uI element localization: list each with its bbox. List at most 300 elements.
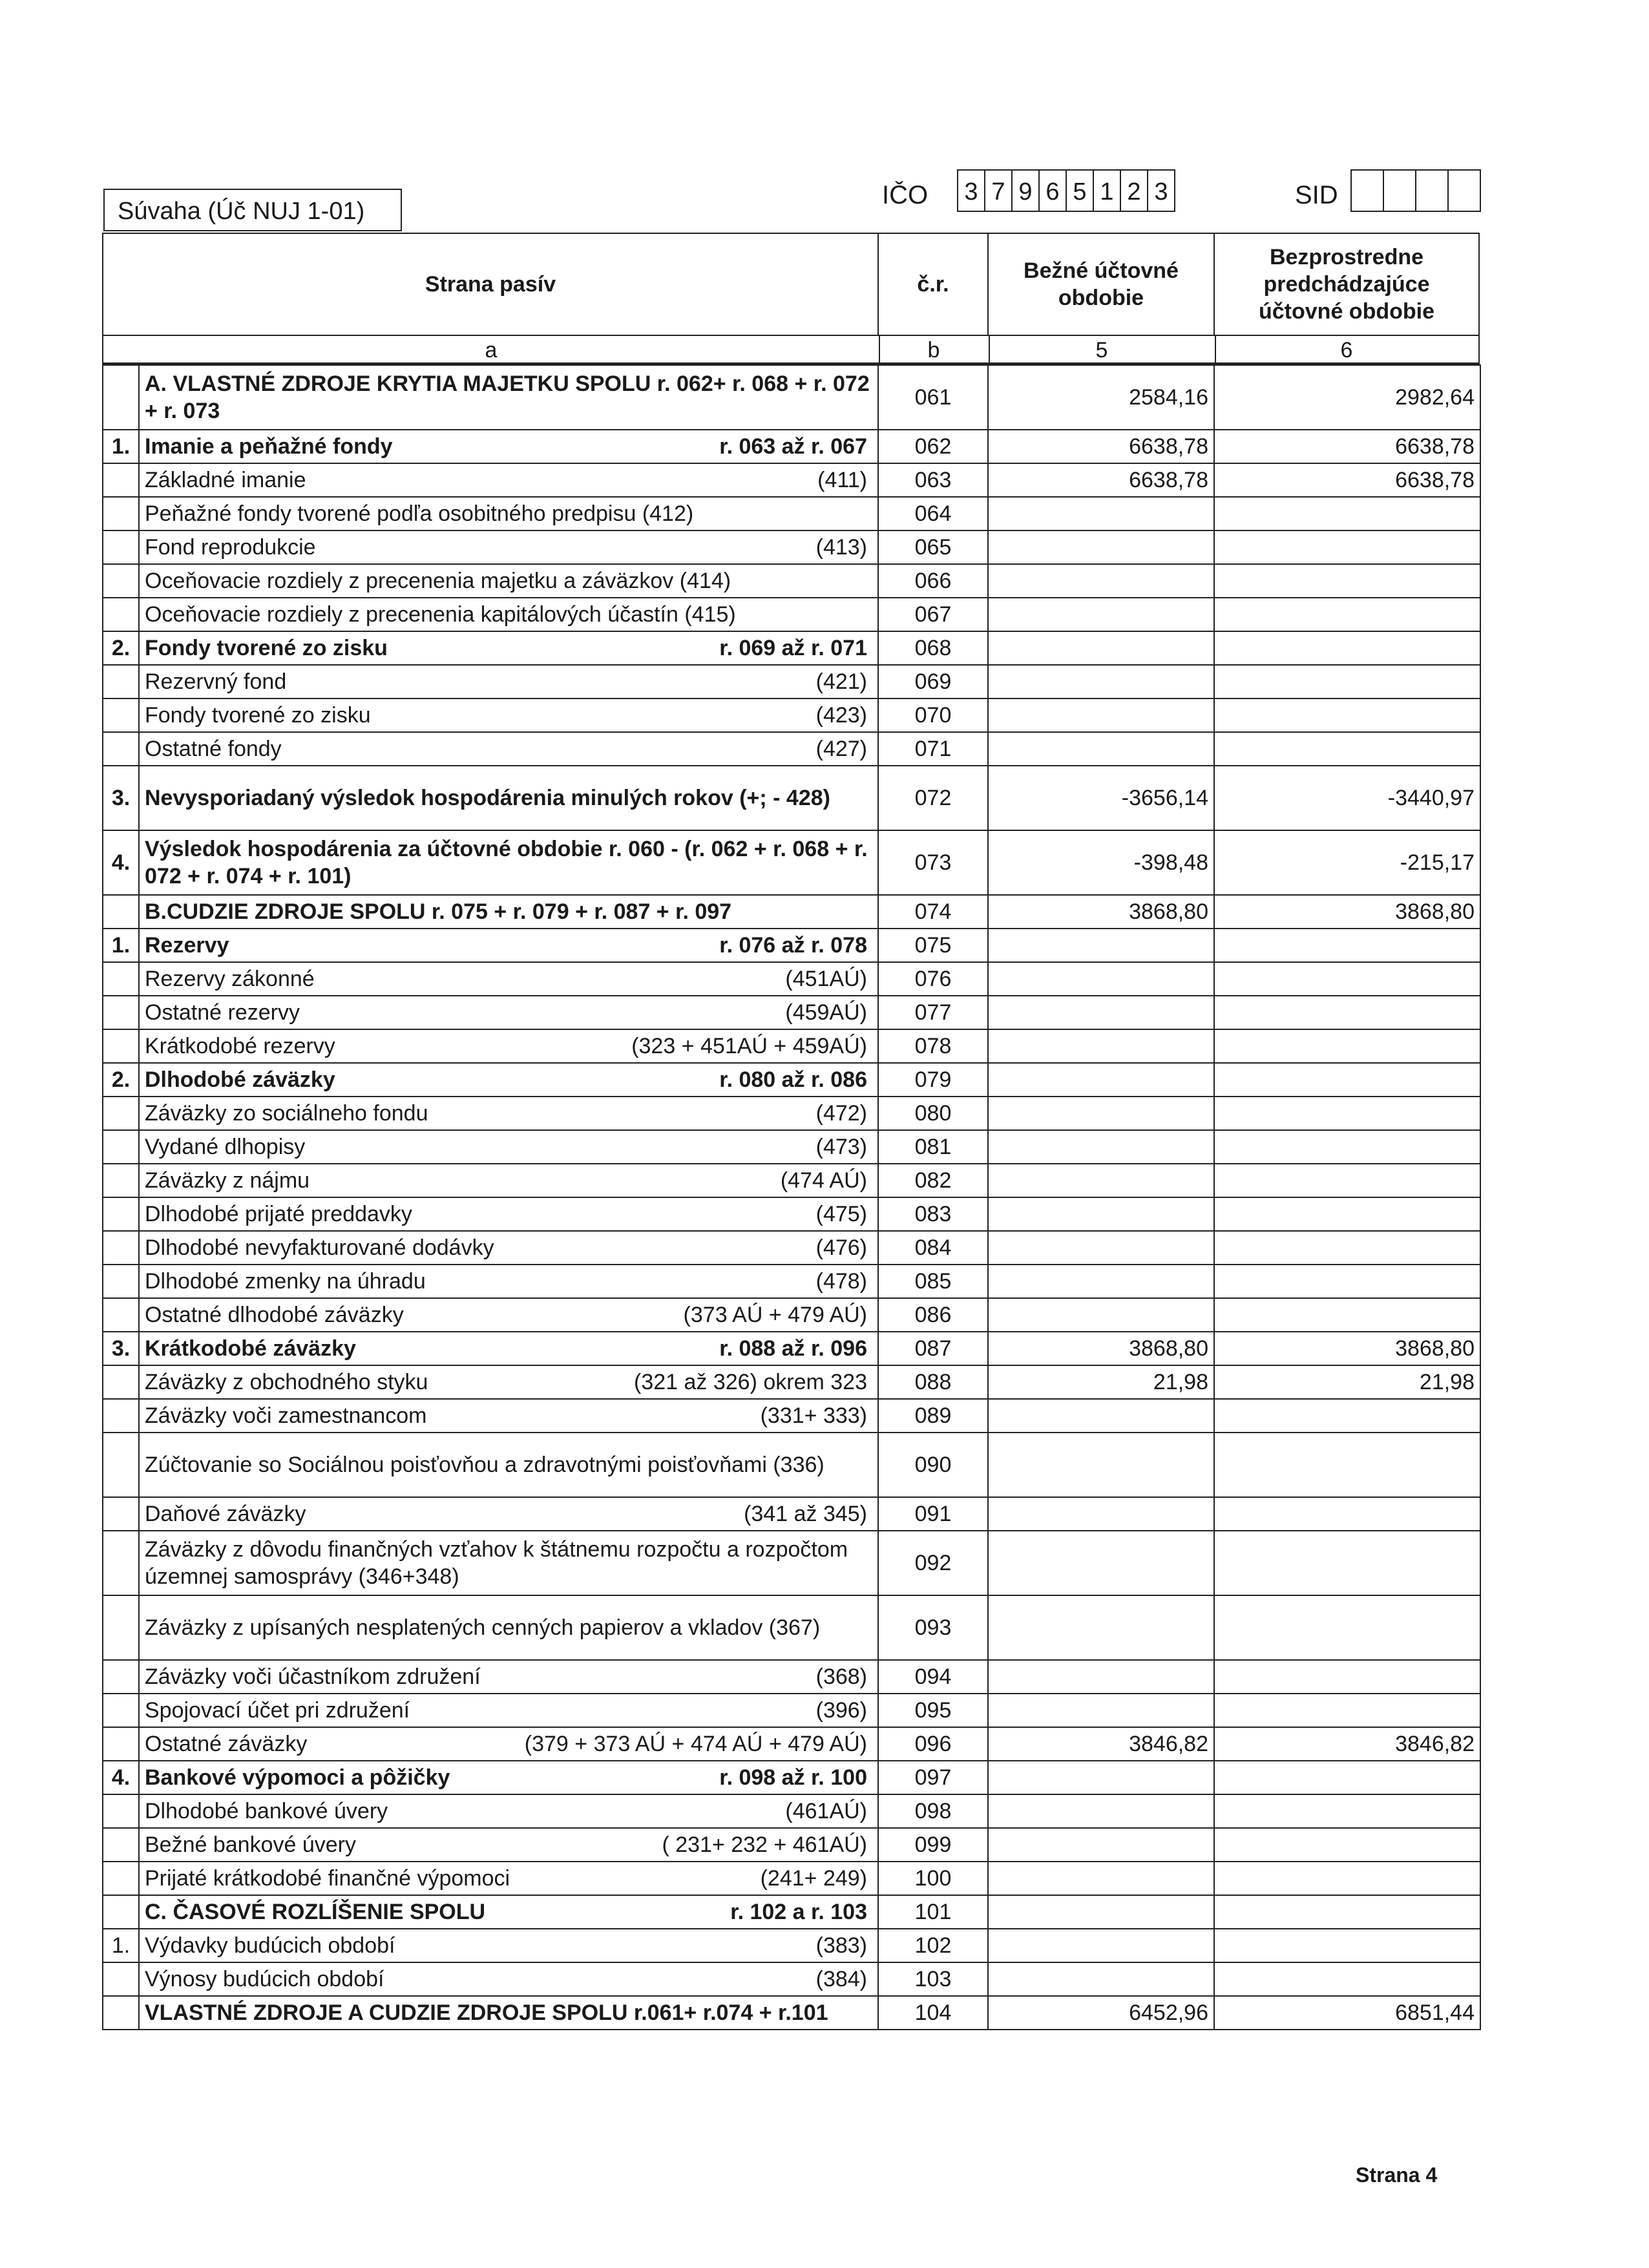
col-letter-5: 5 — [989, 336, 1216, 364]
previous-period-value — [1214, 732, 1480, 766]
page-number: Strana 4 — [1356, 2163, 1438, 2187]
row-index — [103, 1531, 139, 1595]
sid-boxes — [1352, 169, 1481, 212]
row-label: C. ČASOVÉ ROZLÍŠENIE SPOLU — [145, 1900, 486, 1924]
row-label: Bankové výpomoci a pôžičky — [145, 1765, 450, 1790]
current-period-value — [988, 1895, 1214, 1929]
row-account-ref: (411) — [817, 468, 867, 492]
row-index — [103, 1231, 139, 1265]
current-period-value — [988, 1862, 1214, 1895]
previous-period-value — [1214, 1231, 1480, 1265]
row-label-cell — [139, 962, 878, 996]
header-cr: č.r. — [879, 234, 989, 335]
row-label: Záväzky z dôvodu finančných vzťahov k štátnemu rozpočtu a rozpočtom územnej samosprávy (346+348) — [145, 1537, 848, 1589]
ico-digit-box: 1 — [1093, 169, 1121, 212]
row-index: 1. — [103, 929, 139, 962]
previous-period-value — [1214, 1862, 1480, 1895]
table-row — [103, 631, 1480, 665]
row-label: Fondy tvorené zo zisku — [145, 636, 388, 660]
row-index — [103, 1164, 139, 1197]
current-period-value — [988, 1298, 1214, 1332]
row-index: 1. — [103, 430, 139, 463]
row-index — [103, 962, 139, 996]
row-index — [103, 564, 139, 598]
current-period-value — [988, 1531, 1214, 1595]
row-label: Fond reprodukcie — [145, 535, 316, 560]
row-index — [103, 1097, 139, 1130]
table-row — [103, 698, 1480, 732]
table-row — [103, 1862, 1480, 1895]
row-label: Záväzky voči zamestnancom — [145, 1403, 427, 1428]
row-account-ref: r. 076 až r. 078 — [719, 933, 867, 958]
row-index — [103, 1298, 139, 1332]
ico-digit-box: 5 — [1066, 169, 1094, 212]
previous-period-value — [1214, 1097, 1480, 1130]
table-row — [103, 365, 1480, 430]
row-label: Výnosy budúcich období — [145, 1967, 384, 1991]
current-period-value: 2584,16 — [988, 365, 1214, 430]
previous-period-value — [1214, 1298, 1480, 1332]
sid-box — [1415, 169, 1449, 212]
row-account-ref: (396) — [815, 1698, 867, 1723]
previous-period-value — [1214, 929, 1480, 962]
table-header — [102, 233, 1480, 336]
row-number: 083 — [878, 1197, 988, 1231]
row-label-cell — [139, 497, 878, 530]
row-label-cell — [139, 1298, 878, 1332]
table-row — [103, 530, 1480, 564]
current-period-value — [988, 1929, 1214, 1962]
row-label-cell — [139, 929, 878, 962]
row-label: Peňažné fondy tvorené podľa osobitného predpisu (412) — [145, 501, 694, 526]
row-label-cell — [139, 1097, 878, 1130]
row-label: Imanie a peňažné fondy — [145, 434, 393, 459]
current-period-value: 3868,80 — [988, 1332, 1214, 1365]
row-account-ref: (331+ 333) — [760, 1403, 867, 1428]
row-label: Rezervný fond — [145, 669, 287, 694]
table-row — [103, 1063, 1480, 1097]
ico-digit-box: 2 — [1120, 169, 1148, 212]
current-period-value — [988, 1794, 1214, 1828]
row-label-cell — [139, 1660, 878, 1694]
row-label: Daňové záväzky — [145, 1502, 306, 1526]
current-period-value — [988, 1097, 1214, 1130]
current-period-value — [988, 962, 1214, 996]
current-period-value — [988, 1197, 1214, 1231]
current-period-value — [988, 564, 1214, 598]
row-number: 094 — [878, 1660, 988, 1694]
table-row — [103, 1660, 1480, 1694]
row-number: 092 — [878, 1531, 988, 1595]
row-number: 098 — [878, 1794, 988, 1828]
current-period-value — [988, 1029, 1214, 1063]
row-account-ref: (368) — [815, 1664, 867, 1689]
previous-period-value — [1214, 1929, 1480, 1962]
row-label: Základné imanie — [145, 468, 306, 492]
current-period-value — [988, 1694, 1214, 1727]
row-account-ref: (384) — [815, 1967, 867, 1991]
sid-box — [1383, 169, 1416, 212]
current-period-value — [988, 929, 1214, 962]
row-index — [103, 1895, 139, 1929]
row-index: 2. — [103, 1063, 139, 1097]
row-account-ref: r. 069 až r. 071 — [719, 636, 867, 660]
row-number: 074 — [878, 895, 988, 929]
previous-period-value: -3440,97 — [1214, 766, 1480, 830]
row-account-ref: (478) — [815, 1269, 867, 1294]
row-label-cell — [139, 598, 878, 631]
row-index — [103, 1497, 139, 1531]
row-number: 077 — [878, 996, 988, 1029]
row-label: Oceňovacie rozdiely z precenenia kapitálových účastín (415) — [145, 602, 736, 627]
current-period-value: -398,48 — [988, 830, 1214, 895]
current-period-value — [988, 598, 1214, 631]
previous-period-value — [1214, 1265, 1480, 1298]
row-number: 068 — [878, 631, 988, 665]
previous-period-value — [1214, 1895, 1480, 1929]
row-label: Ostatné fondy — [145, 737, 282, 761]
row-number: 097 — [878, 1761, 988, 1794]
ico-digit-box: 7 — [984, 169, 1013, 212]
table-row — [103, 1130, 1480, 1164]
table-row — [103, 665, 1480, 698]
row-account-ref: (341 až 345) — [744, 1502, 867, 1526]
row-label-cell — [139, 1433, 878, 1497]
row-account-ref: r. 088 až r. 096 — [719, 1336, 867, 1361]
row-label-cell — [139, 665, 878, 698]
table-row — [103, 830, 1480, 895]
row-label-cell — [139, 1794, 878, 1828]
row-index — [103, 1727, 139, 1761]
row-index — [103, 1660, 139, 1694]
table-row — [103, 497, 1480, 530]
previous-period-value — [1214, 598, 1480, 631]
row-index: 3. — [103, 766, 139, 830]
previous-period-value — [1214, 1130, 1480, 1164]
current-period-value — [988, 530, 1214, 564]
current-period-value — [988, 1761, 1214, 1794]
row-account-ref: (321 až 326) okrem 323 — [634, 1370, 867, 1394]
table-row — [103, 732, 1480, 766]
previous-period-value: 6851,44 — [1214, 1996, 1480, 2030]
row-account-ref: (459AÚ) — [785, 1000, 867, 1025]
row-account-ref: (241+ 249) — [760, 1866, 867, 1891]
current-period-value: 3846,82 — [988, 1727, 1214, 1761]
previous-period-value — [1214, 1828, 1480, 1862]
row-number: 080 — [878, 1097, 988, 1130]
row-number: 079 — [878, 1063, 988, 1097]
row-account-ref: r. 080 až r. 086 — [719, 1067, 867, 1092]
row-number: 091 — [878, 1497, 988, 1531]
previous-period-value — [1214, 996, 1480, 1029]
row-number: 103 — [878, 1962, 988, 1996]
row-label: Fondy tvorené zo zisku — [145, 703, 371, 728]
table-row — [103, 1895, 1480, 1929]
previous-period-value — [1214, 564, 1480, 598]
row-label-cell — [139, 1365, 878, 1399]
current-period-value: 3868,80 — [988, 895, 1214, 929]
row-label: Záväzky zo sociálneho fondu — [145, 1101, 428, 1126]
row-label-cell — [139, 698, 878, 732]
previous-period-value: 2982,64 — [1214, 365, 1480, 430]
previous-period-value: 6638,78 — [1214, 430, 1480, 463]
header-current-period: Bežné účtovné obdobie — [989, 234, 1215, 335]
table-row — [103, 1595, 1480, 1660]
row-account-ref: (451AÚ) — [785, 967, 867, 991]
row-number: 096 — [878, 1727, 988, 1761]
current-period-value — [988, 1962, 1214, 1996]
ico-label: IČO — [882, 181, 929, 209]
row-account-ref: ( 231+ 232 + 461AÚ) — [662, 1832, 867, 1857]
row-account-ref: (473) — [815, 1135, 867, 1159]
row-label-cell — [139, 430, 878, 463]
table-row — [103, 1828, 1480, 1862]
row-number: 065 — [878, 530, 988, 564]
row-index — [103, 1399, 139, 1433]
col-letter-a: a — [103, 336, 880, 364]
row-number: 075 — [878, 929, 988, 962]
current-period-value — [988, 1164, 1214, 1197]
row-index — [103, 1433, 139, 1497]
row-index — [103, 1365, 139, 1399]
current-period-value — [988, 1828, 1214, 1862]
row-label: Krátkodobé rezervy — [145, 1034, 335, 1058]
table-row — [103, 1531, 1480, 1595]
current-period-value — [988, 1595, 1214, 1660]
row-account-ref: r. 063 až r. 067 — [719, 434, 867, 459]
previous-period-value: 6638,78 — [1214, 463, 1480, 497]
row-label-cell — [139, 365, 878, 430]
row-label: Ostatné záväzky — [145, 1732, 308, 1756]
row-label: Výsledok hospodárenia za účtovné obdobie r. 060 - (r. 062 + r. 068 + r. 072 + r. 074 + r. 101) — [145, 837, 868, 888]
row-label-cell — [139, 766, 878, 830]
row-number: 090 — [878, 1433, 988, 1497]
current-period-value — [988, 1063, 1214, 1097]
row-label: Dlhodobé prijaté preddavky — [145, 1202, 412, 1226]
row-index: 4. — [103, 1761, 139, 1794]
table-row — [103, 1929, 1480, 1962]
row-label: Dlhodobé záväzky — [145, 1067, 335, 1092]
row-index — [103, 1996, 139, 2030]
previous-period-value — [1214, 1794, 1480, 1828]
row-index — [103, 1265, 139, 1298]
table-row — [103, 766, 1480, 830]
previous-period-value — [1214, 1029, 1480, 1063]
row-number: 102 — [878, 1929, 988, 1962]
row-label-cell — [139, 1929, 878, 1962]
row-index — [103, 698, 139, 732]
current-period-value: 6452,96 — [988, 1996, 1214, 2030]
previous-period-value — [1214, 698, 1480, 732]
row-index — [103, 1962, 139, 1996]
current-period-value — [988, 1433, 1214, 1497]
current-period-value — [988, 631, 1214, 665]
current-period-value — [988, 497, 1214, 530]
row-index — [103, 1029, 139, 1063]
previous-period-value — [1214, 1197, 1480, 1231]
table-row — [103, 1265, 1480, 1298]
previous-period-value — [1214, 1660, 1480, 1694]
ico-digit-box: 3 — [1147, 169, 1175, 212]
row-label-cell — [139, 1197, 878, 1231]
current-period-value: 6638,78 — [988, 430, 1214, 463]
table-row — [103, 430, 1480, 463]
row-label: VLASTNÉ ZDROJE A CUDZIE ZDROJE SPOLU r.061+ r.074 + r.101 — [145, 2000, 828, 2025]
row-index — [103, 1130, 139, 1164]
previous-period-value — [1214, 1164, 1480, 1197]
row-label-cell — [139, 1595, 878, 1660]
row-index — [103, 732, 139, 766]
row-number: 101 — [878, 1895, 988, 1929]
current-period-value — [988, 1231, 1214, 1265]
current-period-value: 6638,78 — [988, 463, 1214, 497]
row-account-ref: (413) — [815, 535, 867, 560]
row-account-ref: (323 + 451AÚ + 459AÚ) — [631, 1034, 867, 1058]
table-row — [103, 1694, 1480, 1727]
row-label-cell — [139, 732, 878, 766]
row-number: 089 — [878, 1399, 988, 1433]
sid-label: SID — [1295, 181, 1338, 209]
row-label: A. VLASTNÉ ZDROJE KRYTIA MAJETKU SPOLU r. 062+ r. 068 + r. 072 + r. 073 — [145, 372, 870, 423]
previous-period-value — [1214, 1761, 1480, 1794]
table-row — [103, 1197, 1480, 1231]
row-index — [103, 1828, 139, 1862]
row-label-cell — [139, 1399, 878, 1433]
row-number: 100 — [878, 1862, 988, 1895]
row-label: B.CUDZIE ZDROJE SPOLU r. 075 + r. 079 + r. 087 + r. 097 — [145, 899, 732, 924]
row-number: 062 — [878, 430, 988, 463]
row-label-cell — [139, 1332, 878, 1365]
row-number: 085 — [878, 1265, 988, 1298]
row-account-ref: r. 102 a r. 103 — [730, 1900, 867, 1924]
previous-period-value: 3868,80 — [1214, 895, 1480, 929]
row-number: 095 — [878, 1694, 988, 1727]
row-label-cell — [139, 1531, 878, 1595]
table-row — [103, 1365, 1480, 1399]
row-account-ref: (472) — [815, 1101, 867, 1126]
previous-period-value: 21,98 — [1214, 1365, 1480, 1399]
row-label-cell — [139, 1265, 878, 1298]
row-label: Ostatné rezervy — [145, 1000, 300, 1025]
row-label-cell — [139, 1130, 878, 1164]
table-row — [103, 1298, 1480, 1332]
row-index: 2. — [103, 631, 139, 665]
row-label: Záväzky voči účastníkom združení — [145, 1664, 481, 1689]
row-index: 4. — [103, 830, 139, 895]
row-label: Oceňovacie rozdiely z precenenia majetku a záväzkov (414) — [145, 569, 731, 593]
row-index — [103, 598, 139, 631]
row-label-cell — [139, 1962, 878, 1996]
previous-period-value — [1214, 1531, 1480, 1595]
row-number: 076 — [878, 962, 988, 996]
row-account-ref: (427) — [815, 737, 867, 761]
row-index — [103, 1862, 139, 1895]
row-label: Krátkodobé záväzky — [145, 1336, 356, 1361]
current-period-value — [988, 1497, 1214, 1531]
table-row — [103, 1399, 1480, 1433]
row-number: 093 — [878, 1595, 988, 1660]
current-period-value — [988, 1399, 1214, 1433]
current-period-value: 21,98 — [988, 1365, 1214, 1399]
previous-period-value — [1214, 665, 1480, 698]
row-number: 061 — [878, 365, 988, 430]
previous-period-value — [1214, 497, 1480, 530]
table-row — [103, 1497, 1480, 1531]
row-number: 072 — [878, 766, 988, 830]
table-row — [103, 1029, 1480, 1063]
ico-digit-box: 6 — [1038, 169, 1067, 212]
ico-digit-boxes — [958, 169, 1175, 212]
row-number: 082 — [878, 1164, 988, 1197]
row-label: Dlhodobé zmenky na úhradu — [145, 1269, 426, 1294]
row-label: Bežné bankové úvery — [145, 1832, 356, 1857]
row-number: 070 — [878, 698, 988, 732]
previous-period-value — [1214, 1497, 1480, 1531]
row-label: Nevysporiadaný výsledok hospodárenia minulých rokov (+; - 428) — [145, 786, 830, 810]
row-label-cell — [139, 1996, 878, 2030]
row-label: Záväzky z obchodného styku — [145, 1370, 428, 1394]
row-label: Prijaté krátkodobé finančné výpomoci — [145, 1866, 510, 1891]
previous-period-value — [1214, 1694, 1480, 1727]
row-index — [103, 497, 139, 530]
current-period-value — [988, 996, 1214, 1029]
previous-period-value — [1214, 1595, 1480, 1660]
row-label-cell — [139, 1895, 878, 1929]
previous-period-value — [1214, 1399, 1480, 1433]
row-number: 104 — [878, 1996, 988, 2030]
previous-period-value — [1214, 530, 1480, 564]
sid-box — [1447, 169, 1481, 212]
row-index — [103, 1197, 139, 1231]
table-row — [103, 1231, 1480, 1265]
table-row — [103, 1727, 1480, 1761]
row-account-ref: (474 AÚ) — [780, 1168, 867, 1193]
row-number: 084 — [878, 1231, 988, 1265]
table-row — [103, 1996, 1480, 2030]
row-number: 063 — [878, 463, 988, 497]
table-row — [103, 564, 1480, 598]
row-label-cell — [139, 1727, 878, 1761]
form-title: Súvaha (Úč NUJ 1-01) — [103, 189, 402, 231]
row-index — [103, 530, 139, 564]
row-number: 086 — [878, 1298, 988, 1332]
current-period-value — [988, 1130, 1214, 1164]
row-label-cell — [139, 1862, 878, 1895]
row-account-ref: (373 AÚ + 479 AÚ) — [683, 1303, 867, 1327]
row-index — [103, 996, 139, 1029]
row-number: 069 — [878, 665, 988, 698]
row-account-ref: (421) — [815, 669, 867, 694]
previous-period-value — [1214, 962, 1480, 996]
row-label: Spojovací účet pri združení — [145, 1698, 410, 1723]
row-index — [103, 463, 139, 497]
sid-box — [1350, 169, 1384, 212]
row-index — [103, 1694, 139, 1727]
row-label-cell — [139, 1694, 878, 1727]
row-label: Záväzky z upísaných nesplatených cenných papierov a vkladov (367) — [145, 1615, 821, 1640]
row-label-cell — [139, 1497, 878, 1531]
row-index — [103, 365, 139, 430]
row-label: Ostatné dlhodobé záväzky — [145, 1303, 404, 1327]
row-label: Rezervy zákonné — [145, 967, 315, 991]
row-number: 081 — [878, 1130, 988, 1164]
row-number: 066 — [878, 564, 988, 598]
row-label-cell — [139, 1231, 878, 1265]
previous-period-value — [1214, 1433, 1480, 1497]
table-row — [103, 598, 1480, 631]
row-account-ref: (476) — [815, 1235, 867, 1260]
row-label: Výdavky budúcich období — [145, 1933, 395, 1958]
